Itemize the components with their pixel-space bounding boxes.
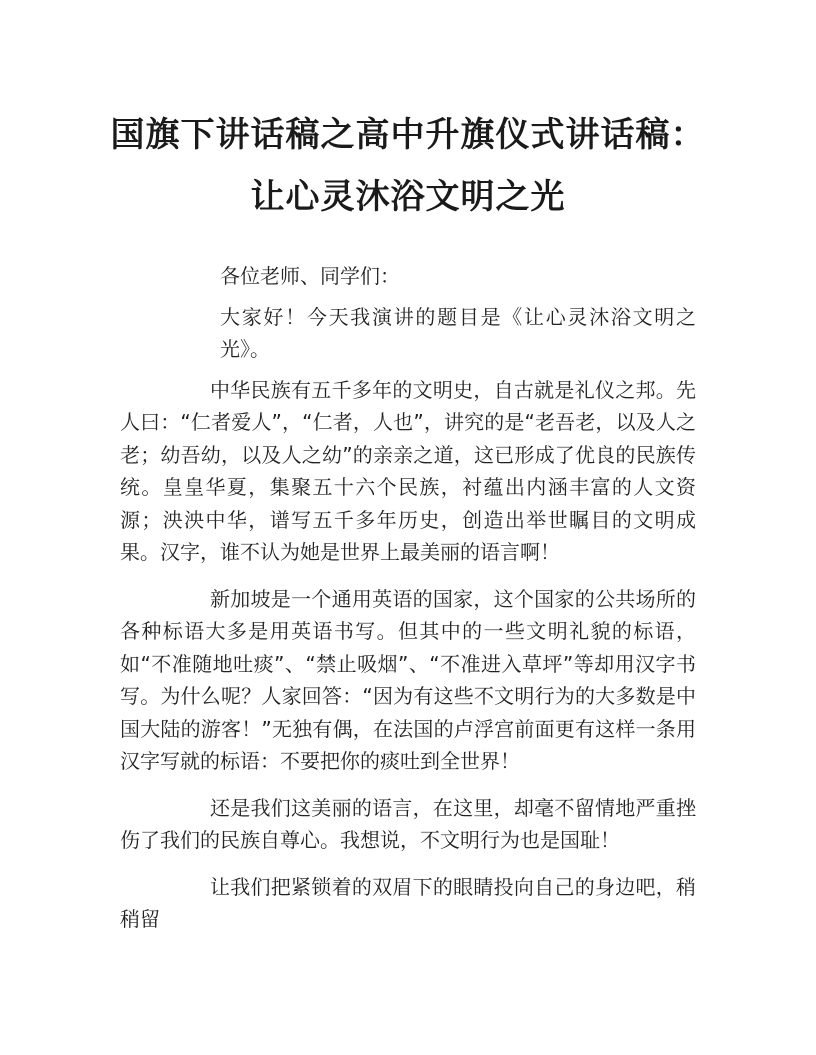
document-body bbox=[120, 260, 696, 950]
intro-paragraph: 大家好！今天我演讲的题目是《让心灵沐浴文明之光》。 bbox=[220, 304, 696, 361]
paragraph-2: 新加坡是一个通用英语的国家，这个国家的公共场所的各种标语大多是用英语书写。但其中的一些文明礼貌的标语，如“不准随地吐痰”、“禁止吸烟”、“不准进入草坪”等却用汉字书写。为什么呢？人家回答：“因为有这些不文明行为的大多数是中国大陆的游客！”无独有偶，在法国的卢浮宫前面更有这样一条用汉字写就的标语：不要把你的痰吐到全世界！ bbox=[120, 586, 696, 773]
paragraph-3: 还是我们这美丽的语言，在这里，却毫不留情地严重挫伤了我们的民族自尊心。我想说，不文明行为也是国耻！ bbox=[120, 795, 696, 852]
title-line-2: 让心灵沐浴文明之光 bbox=[250, 177, 566, 217]
title-line-1: 国旗下讲话稿之高中升旗仪式讲话稿： bbox=[110, 115, 706, 155]
paragraph-4: 让我们把紧锁着的双眉下的眼睛投向自己的身边吧，稍稍留 bbox=[120, 874, 696, 931]
salutation: 各位老师、同学们： bbox=[220, 264, 400, 288]
document-title bbox=[0, 104, 816, 228]
paragraph-1: 中华民族有五千多年的文明史，自古就是礼仪之邦。先人曰：“仁者爱人”，“仁者，人也”，讲究的是“老吾老，以及人之老；幼吾幼，以及人之幼”的亲亲之道，这已形成了优良的民族传统。皇皇华夏，集聚五十六个民族，衬蕴出内涵丰富的人文资源；泱泱中华，谱写五千多年历史，创造出举世瞩目的文明成果。汉字，谁不认为她是世界上最美丽的语言啊！ bbox=[120, 377, 696, 564]
